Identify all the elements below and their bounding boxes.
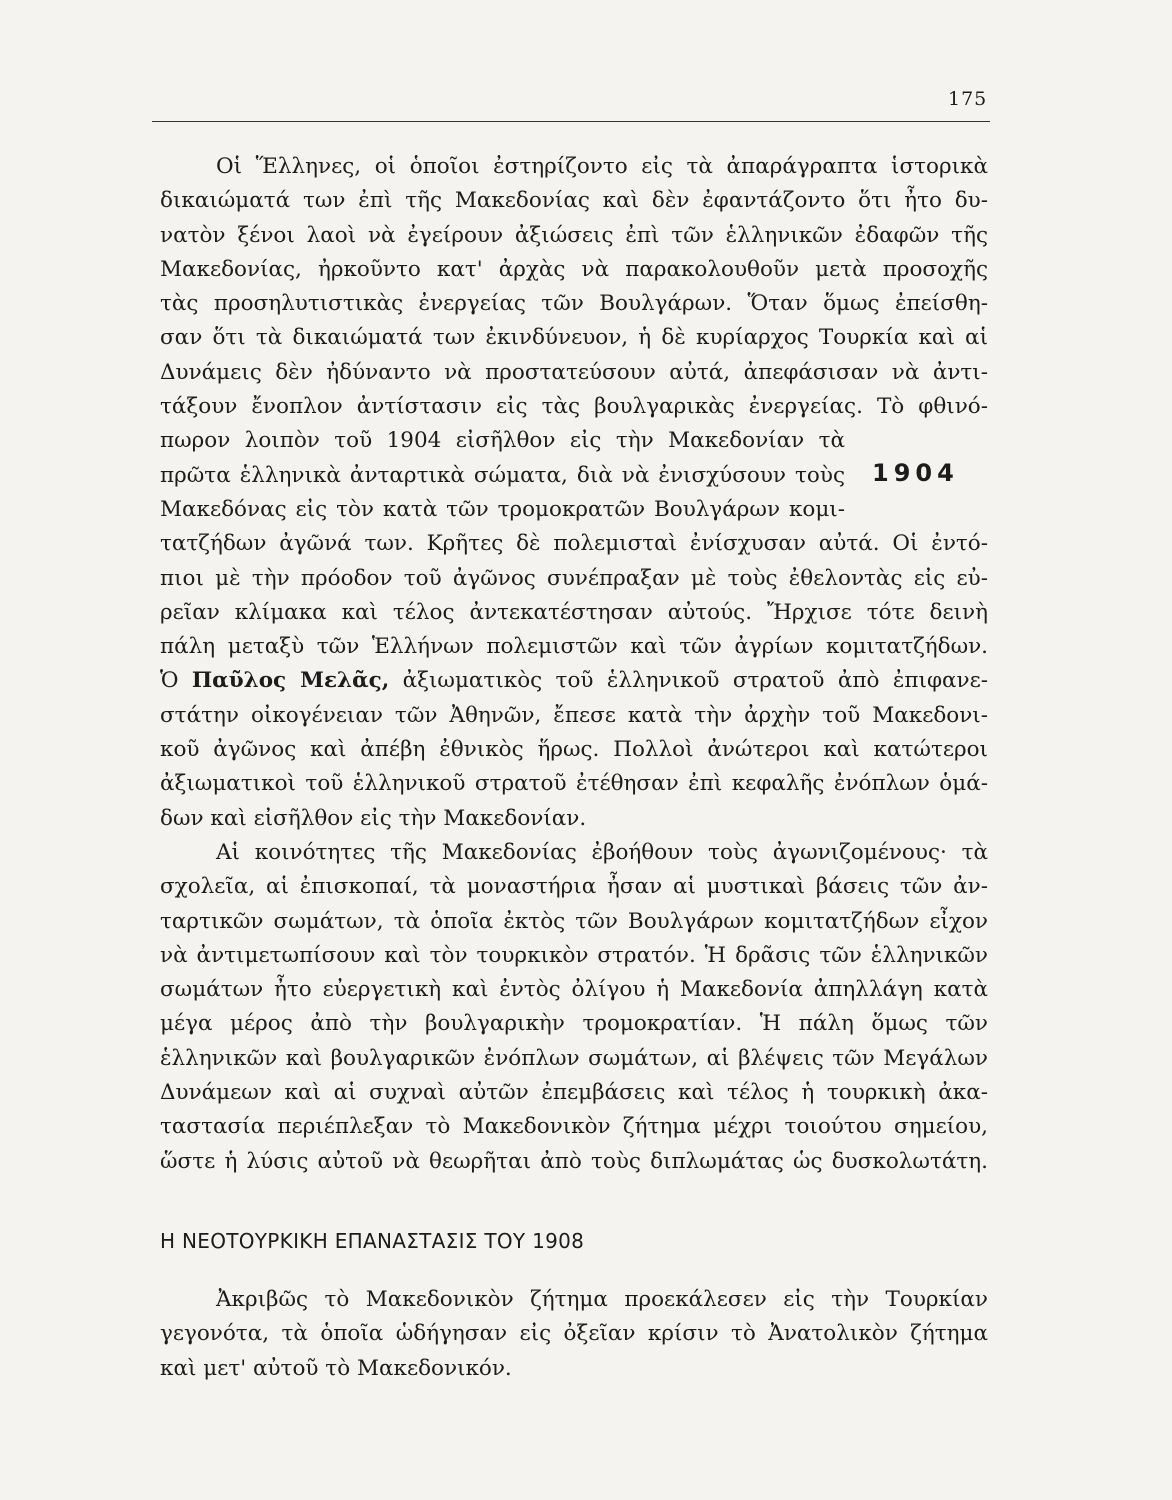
text-span: ἀξιωματικὸς τοῦ ἑλληνικοῦ στρατοῦ ἀπὸ ἐπιφανε- xyxy=(389,668,988,694)
text-line: σχολεῖα, αἱ ἐπισκοπαί, τὰ μοναστήρια ἦσαν αἱ μυστικαὶ βάσεις τῶν ἀν- xyxy=(160,874,988,900)
text-line: σαν ὅτι τὰ δικαιώματά των ἐκινδύνευον, ἡ δὲ κυρίαρχος Τουρκία καὶ αἱ xyxy=(160,325,988,351)
text-line: γεγονότα, τὰ ὁποῖα ὡδήγησαν εἰς ὀξεῖαν κρίσιν τὸ Ἀνατολικὸν ζήτημα xyxy=(160,1321,988,1347)
text-line: νατὸν ξένοι λαοὶ νὰ ἐγείρουν ἀξιώσεις ἐπὶ τῶν ἑλληνικῶν ἐδαφῶν τῆς xyxy=(160,222,988,248)
section-title: Η ΝΕΟΤΟΥΡΚΙΚΗ ΕΠΑΝΑΣΤΑΣΙΣ ΤΟΥ 1908 xyxy=(160,1229,585,1253)
text-line: σωμάτων ἦτο εὐεργετικὴ καὶ ἐντὸς ὀλίγου ἡ Μακεδονία ἀπηλλάγη κατὰ xyxy=(160,977,988,1003)
text-line: Μακεδόνας εἰς τὸν κατὰ τῶν τρομοκρατῶν Βουλγάρων κομι- xyxy=(160,496,845,522)
text-line: ἑλληνικῶν καὶ βουλγαρικῶν ἐνόπλων σωμάτων, αἱ βλέψεις τῶν Μεγάλων xyxy=(160,1045,988,1071)
main-text xyxy=(160,150,988,1179)
text-line: κοῦ ἀγῶνος καὶ ἀπέβη ἐθνικὸς ἥρως. Πολλοὶ ἀνώτεροι καὶ κατώτεροι xyxy=(160,737,988,763)
text-line: τὰς προσηλυτιστικὰς ἐνεργείας τῶν Βουλγάρων. Ὅταν ὅμως ἐπείσθη- xyxy=(160,291,988,317)
text-line: πωρον λοιπὸν τοῦ 1904 εἰσῆλθον εἰς τὴν Μακεδονίαν τὰ xyxy=(160,428,845,454)
text-line: Οἱ Ἕλληνες, οἱ ὁποῖοι ἐστηρίζοντο εἰς τὰ ἀπαράγραπτα ἱστορικὰ xyxy=(216,154,988,179)
header-rule xyxy=(152,121,990,122)
text-line: δικαιώματά των ἐπὶ τῆς Μακεδονίας καὶ δὲν ἐφαντάζοντο ὅτι ἦτο δυ- xyxy=(160,188,988,214)
text-line-melas xyxy=(160,664,988,698)
text-span: Ὁ xyxy=(160,668,192,694)
text-line: τάξουν ἔνοπλον ἀντίστασιν εἰς τὰς βουλγαρικὰς ἐνεργείας. Τὸ φθινό- xyxy=(160,394,988,420)
text-line: μέγα μέρος ἀπὸ τὴν βουλγαρικὴν τρομοκρατίαν. Ἡ πάλη ὅμως τῶν xyxy=(160,1011,988,1037)
text-line: ὥστε ἡ λύσις αὐτοῦ νὰ θεωρῆται ἀπὸ τοὺς διπλωμάτας ὡς δυσκολωτάτη. xyxy=(160,1148,988,1174)
text-line: ταρτικῶν σωμάτων, τὰ ὁποῖα ἐκτὸς τῶν Βουλγάρων κομιτατζήδων εἶχον xyxy=(160,908,988,934)
text-line: πρῶτα ἑλληνικὰ ἀνταρτικὰ σώματα, διὰ νὰ ἐνισχύσουν τοὺς xyxy=(160,462,845,488)
text-line: δων καὶ εἰσῆλθον εἰς τὴν Μακεδονίαν. xyxy=(160,805,587,831)
text-line: ταστασία περιέπλεξαν τὸ Μακεδονικὸν ζήτημα μέχρι τοιούτου σημείου, xyxy=(160,1114,988,1140)
text-line: τατζήδων ἀγῶνά των. Κρῆτες δὲ πολεμισταὶ ἐνίσχυσαν αὐτά. Οἱ ἐντό- xyxy=(160,531,988,557)
text-line: καὶ μετ' αὐτοῦ τὸ Μακεδονικόν. xyxy=(160,1355,512,1381)
text-line: Δυνάμεων καὶ αἱ συχναὶ αὐτῶν ἐπεμβάσεις καὶ τέλος ἡ τουρκικὴ ἀκα- xyxy=(160,1080,988,1106)
text-line: Μακεδονίας, ἠρκοῦντο κατ' ἀρχὰς νὰ παρακολουθοῦν μετὰ προσοχῆς xyxy=(160,256,988,282)
text-line: νὰ ἀντιμετωπίσουν καὶ τὸν τουρκικὸν στρατόν. Ἡ δρᾶσις τῶν ἑλληνικῶν xyxy=(160,942,988,968)
bold-name-pavlos-melas: Παῦλος Μελᾶς, xyxy=(191,668,390,694)
margin-note-year: 1904 xyxy=(872,459,959,487)
text-line: Δυνάμεις δὲν ἠδύναντο νὰ προστατεύσουν αὐτά, ἀπεφάσισαν νὰ ἀντι- xyxy=(160,359,988,385)
text-line: Αἱ κοινότητες τῆς Μακεδονίας ἐβοήθουν τοὺς ἀγωνιζομένους· τὰ xyxy=(216,839,988,865)
text-line: στάτην οἰκογένειαν τῶν Ἀθηνῶν, ἔπεσε κατὰ τὴν ἀρχὴν τοῦ Μακεδονι- xyxy=(160,702,988,728)
text-line: πιοι μὲ τὴν πρόοδον τοῦ ἀγῶνος συνέπραξαν μὲ τοὺς ἐθελοντὰς εἰς εὐ- xyxy=(160,565,988,591)
text-line: ρεῖαν κλίμακα καὶ τέλος ἀντεκατέστησαν αὐτούς. Ἤρχισε τότε δεινὴ xyxy=(160,599,988,625)
page-number: 175 xyxy=(948,88,988,110)
text-line: ἀξιωματικοὶ τοῦ ἑλληνικοῦ στρατοῦ ἐτέθησαν ἐπὶ κεφαλῆς ἐνόπλων ὁμά- xyxy=(160,771,988,797)
section-text xyxy=(160,1283,988,1386)
text-line: Ἀκριβῶς τὸ Μακεδονικὸν ζήτημα προεκάλεσεν εἰς τὴν Τουρκίαν xyxy=(216,1287,988,1312)
text-line: πάλη μεταξὺ τῶν Ἑλλήνων πολεμιστῶν καὶ τῶν ἀγρίων κομιτατζήδων. xyxy=(160,634,988,660)
